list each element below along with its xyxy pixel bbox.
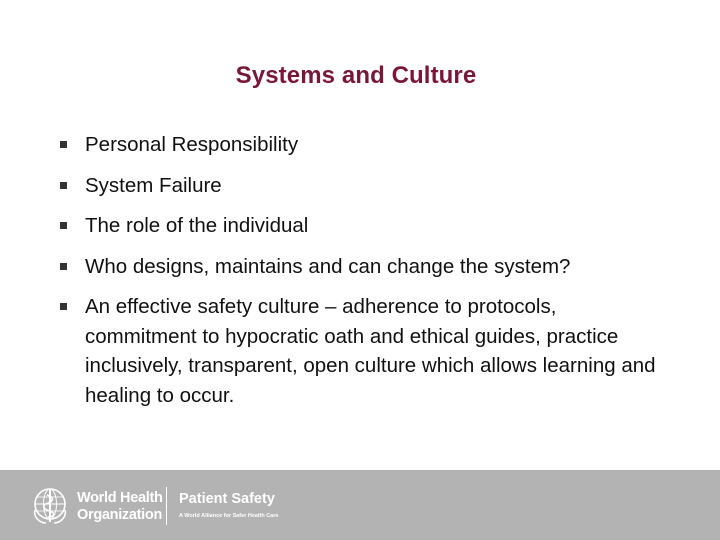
square-bullet-icon bbox=[60, 222, 67, 229]
bullet-item bbox=[60, 292, 670, 410]
org-line-1: World Health bbox=[77, 490, 163, 506]
bullet-item bbox=[60, 211, 670, 241]
square-bullet-icon bbox=[60, 263, 67, 270]
square-bullet-icon bbox=[60, 141, 67, 148]
bullet-text: Personal Responsibility bbox=[85, 133, 299, 156]
bullet-text: The role of the individual bbox=[85, 214, 309, 237]
bullet-item bbox=[60, 252, 670, 282]
organization-name bbox=[77, 490, 163, 524]
org-line-2: Organization bbox=[77, 507, 163, 523]
bullet-text: Who designs, maintains and can change the system? bbox=[85, 254, 571, 278]
bullet-list bbox=[60, 130, 670, 421]
footer-bar bbox=[0, 470, 720, 540]
bullet-item bbox=[60, 171, 670, 201]
footer-divider bbox=[166, 487, 167, 525]
program-tagline: A World Alliance for Safer Health Care bbox=[179, 513, 279, 519]
bullet-text: System Failure bbox=[85, 173, 222, 197]
square-bullet-icon bbox=[60, 303, 67, 310]
bullet-item bbox=[60, 130, 670, 160]
who-emblem-icon bbox=[30, 486, 70, 526]
square-bullet-icon bbox=[60, 182, 67, 189]
slide-title: Systems and Culture bbox=[235, 62, 477, 89]
bullet-text: An effective safety culture – adherence to protocols, commitment to hypocratic oath and ethical guides, practice inclusively, transparent, open culture which allows learning and healing to occur. bbox=[85, 295, 656, 407]
program-name: Patient Safety bbox=[179, 491, 275, 507]
